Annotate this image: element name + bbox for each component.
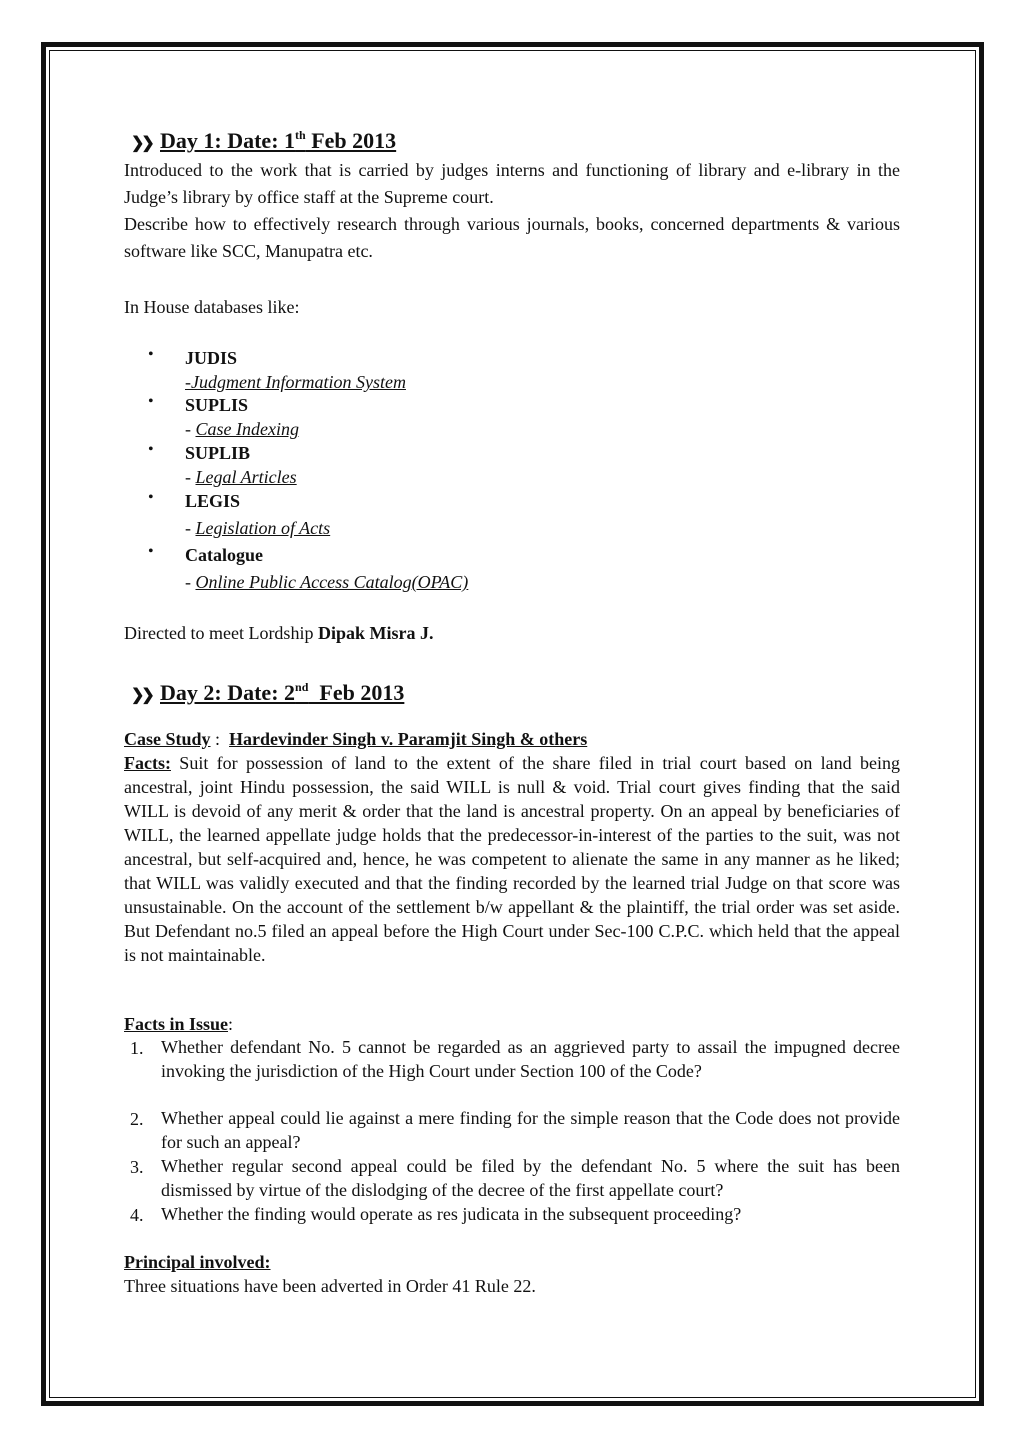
list-item-prefix: - xyxy=(185,419,196,439)
day1-heading-post: Feb 2013 xyxy=(305,128,397,153)
day2-heading-pre: Day 2: Date: 2 xyxy=(160,680,296,705)
list-item-number: 1. xyxy=(130,1038,144,1058)
case-study-label: Case Study xyxy=(124,729,211,749)
list-item-desc-text: Online Public Access Catalog(OPAC) xyxy=(195,572,469,592)
list-item-title: SUPLIS xyxy=(185,395,249,415)
list-item-prefix: - xyxy=(185,372,191,392)
list-item-desc-text: Judgment Information System xyxy=(191,372,406,392)
day1-heading-pre: Day 1: Date: 1 xyxy=(160,128,296,153)
issues-heading xyxy=(124,1012,900,1036)
list-item-title: Catalogue xyxy=(185,545,263,565)
case-study-sep: : xyxy=(210,729,230,749)
day2-heading-text xyxy=(160,680,404,706)
list-item: Whether defendant No. 5 cannot be regarded as an aggrieved party to assail the impugned decree invoking the jurisdiction of the High Court under Section 100 of the Code? xyxy=(161,1037,900,1081)
issues-colon: : xyxy=(228,1014,234,1034)
list-item-desc xyxy=(185,417,299,441)
list-item-prefix: - xyxy=(185,518,196,538)
facts-text: Suit for possession of land to the extent of the share filed in trial court based on land being ancestral, joint Hindu possession, the said WILL is null & void. Trial court gives finding that the said WILL is devoid of any merit & order that the land is ancestral property. On an appeal by beneficiaries of WILL, the learned appellate judge holds that the predecessor-in-interest of the parties to the suit, was not ancestral, but self-acquired and, hence, he was competent to alienate the same in any manner as he liked; that WILL was validly executed and that the finding recorded by the learned trial Judge on that score was unsustainable. On the account of the settlement b/w appellant & the plaintiff, the trial order was set aside. But Defendant no.5 filed an appeal before the High Court under Sec-100 C.P.C. which held that the appeal is not maintainable. xyxy=(124,753,900,965)
list-item: Whether the finding would operate as res judicata in the subsequent proceeding? xyxy=(161,1204,742,1224)
directed-text: Directed to meet Lordship xyxy=(124,623,318,643)
list-item-number: 4. xyxy=(130,1205,144,1225)
list-item-prefix: - xyxy=(185,572,196,592)
principal-heading xyxy=(124,1250,900,1274)
list-item-desc xyxy=(185,570,468,594)
bullet-icon: • xyxy=(148,489,154,506)
list-item-title: JUDIS xyxy=(185,348,238,368)
bullet-icon: • xyxy=(148,543,154,560)
day2-heading xyxy=(124,680,900,710)
list-item-desc xyxy=(185,465,297,489)
double-chevron-right-icon: ❯❯ xyxy=(131,135,152,152)
double-chevron-right-icon: ❯❯ xyxy=(131,687,152,704)
facts-label: Facts: xyxy=(124,753,171,773)
day2-heading-sup: nd xyxy=(295,680,309,694)
bullet-icon: • xyxy=(148,346,154,363)
inhouse-label: In House databases like: xyxy=(124,297,300,317)
list-item-number: 3. xyxy=(130,1157,144,1177)
list-item: Whether appeal could lie against a mere finding for the simple reason that the Code does not provide for such an appeal? xyxy=(161,1108,900,1152)
day2-heading-post: Feb 2013 xyxy=(308,680,405,705)
list-item-desc-text: Legislation of Acts xyxy=(195,518,331,538)
facts-paragraph xyxy=(124,751,900,967)
directed-line xyxy=(124,621,900,645)
list-item-prefix: - xyxy=(185,467,196,487)
list-item-title: SUPLIB xyxy=(185,443,251,463)
bullet-icon: • xyxy=(148,393,154,410)
issues-label: Facts in Issue xyxy=(124,1014,229,1034)
day1-heading-text xyxy=(160,128,396,154)
directed-name: Dipak Misra J. xyxy=(317,623,434,643)
case-title: Hardevinder Singh v. Paramjit Singh & others xyxy=(229,729,588,749)
principal-text: Three situations have been adverted in Order 41 Rule 22. xyxy=(124,1276,536,1296)
list-item-desc-text: Legal Articles xyxy=(195,467,297,487)
list-item-title: LEGIS xyxy=(185,491,241,511)
day1-heading xyxy=(124,128,900,158)
list-item: Whether regular second appeal could be filed by the defendant No. 5 where the suit has been dismissed by virtue of the dislodging of the decree of the first appellate court? xyxy=(161,1156,900,1200)
bullet-icon: • xyxy=(148,441,154,458)
list-item-desc-text: Case Indexing xyxy=(195,419,299,439)
list-item-desc xyxy=(185,516,330,540)
day1-intro-2: Describe how to effectively research through various journals, books, concerned departments & various software like SCC, Manupatra etc. xyxy=(124,214,900,261)
day1-intro-1: Introduced to the work that is carried by judges interns and functioning of library and e-library in the Judge’s library by office staff at the Supreme court. xyxy=(124,160,900,207)
list-item-number: 2. xyxy=(130,1109,144,1129)
day1-heading-sup: th xyxy=(295,128,306,142)
list-item-desc xyxy=(185,370,406,394)
case-study-line xyxy=(124,727,900,751)
principal-label: Principal involved: xyxy=(124,1252,271,1272)
